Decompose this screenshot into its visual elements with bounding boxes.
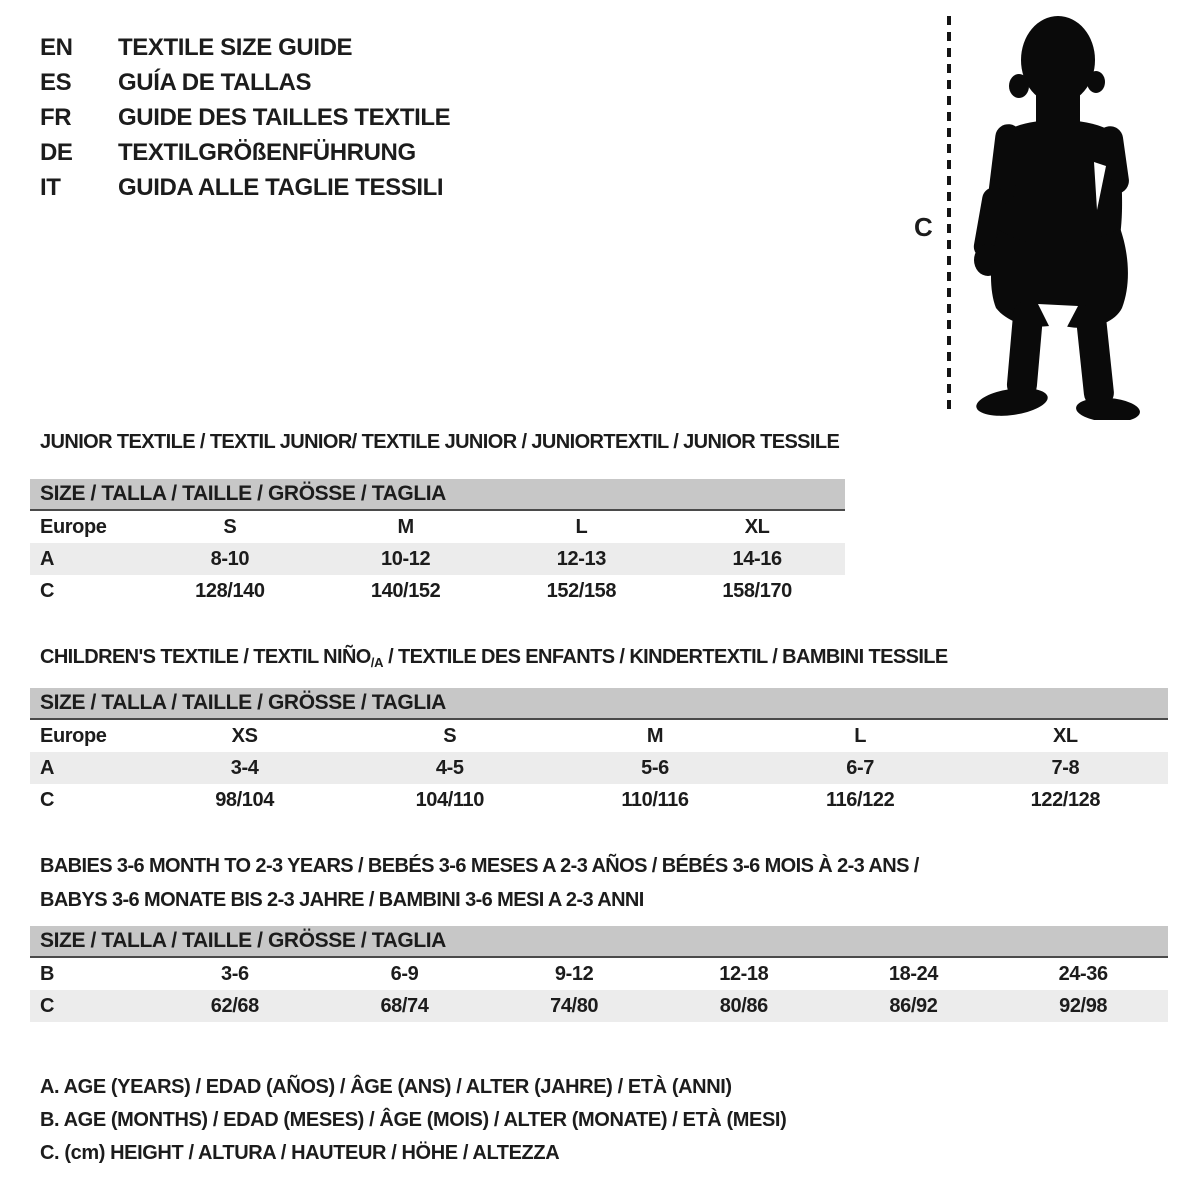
row-label: A bbox=[30, 752, 142, 784]
height-measure-line bbox=[947, 16, 951, 416]
language-title-list bbox=[40, 30, 450, 205]
size-header: SIZE / TALLA / TAILLE / GRÖSSE / TAGLIA bbox=[30, 479, 845, 510]
size-cell: 92/98 bbox=[998, 990, 1168, 1022]
size-cell: XL bbox=[744, 515, 770, 538]
size-cell: 140/152 bbox=[370, 579, 441, 602]
babies-section-title bbox=[40, 849, 919, 917]
height-measure-label: C bbox=[914, 212, 933, 242]
size-cell: 152/158 bbox=[546, 579, 617, 602]
language-title: GUÍA DE TALLAS bbox=[118, 69, 312, 96]
children-title-subscript: /A bbox=[370, 655, 384, 670]
language-title: GUIDA ALLE TAGLIE TESSILI bbox=[118, 174, 444, 201]
table-row bbox=[30, 575, 845, 607]
language-row bbox=[40, 30, 450, 65]
language-title: TEXTILGRÖßENFÜHRUNG bbox=[118, 139, 416, 166]
size-cell: L bbox=[575, 515, 588, 538]
junior-size-table bbox=[30, 479, 845, 607]
row-label: Europe bbox=[40, 724, 107, 747]
language-code: ES bbox=[40, 69, 72, 96]
size-cell: 116/122 bbox=[825, 788, 895, 811]
language-title: TEXTILE SIZE GUIDE bbox=[118, 34, 353, 61]
legend-line-c: C. (cm) HEIGHT / ALTURA / HAUTEUR / HÖHE / ALTEZZA bbox=[40, 1142, 560, 1164]
table-row bbox=[30, 784, 1168, 816]
language-code: IT bbox=[40, 174, 61, 201]
table-row bbox=[30, 510, 845, 543]
language-code: EN bbox=[40, 34, 73, 61]
size-cell: 6-9 bbox=[390, 962, 419, 985]
language-row bbox=[40, 65, 450, 100]
table-row bbox=[30, 752, 1168, 784]
language-title: GUIDE DES TAILLES TEXTILE bbox=[118, 104, 451, 131]
size-cell: 80/86 bbox=[659, 990, 829, 1022]
size-cell: 3-6 bbox=[220, 962, 249, 985]
size-cell: 12-13 bbox=[494, 543, 670, 575]
size-cell: 122/128 bbox=[1030, 788, 1101, 811]
size-cell: 4-5 bbox=[347, 752, 552, 784]
babies-title-line1: BABIES 3-6 MONTH TO 2-3 YEARS / BEBÉS 3-6 MESES A 2-3 AÑOS / BÉBÉS 3-6 MOIS À 2-3 ANS / bbox=[40, 855, 919, 877]
size-cell: 24-36 bbox=[1058, 962, 1108, 985]
legend-line-a: A. AGE (YEARS) / EDAD (AÑOS) / ÂGE (ANS) / ALTER (JAHRE) / ETÀ (ANNI) bbox=[40, 1076, 732, 1098]
legend-line-b: B. AGE (MONTHS) / EDAD (MESES) / ÂGE (MOIS) / ALTER (MONATE) / ETÀ (MESI) bbox=[40, 1109, 787, 1131]
toddler-silhouette-icon bbox=[966, 12, 1144, 420]
table-row bbox=[30, 719, 1168, 752]
size-cell: XS bbox=[231, 724, 258, 747]
size-cell: 86/92 bbox=[829, 990, 999, 1022]
size-cell: S bbox=[443, 724, 457, 747]
language-row bbox=[40, 100, 450, 135]
language-code: DE bbox=[40, 139, 73, 166]
size-cell: 3-4 bbox=[142, 752, 347, 784]
size-header: SIZE / TALLA / TAILLE / GRÖSSE / TAGLIA bbox=[30, 688, 1168, 719]
row-label: C bbox=[30, 990, 150, 1022]
size-cell: 74/80 bbox=[489, 990, 659, 1022]
size-cell: S bbox=[223, 515, 237, 538]
children-title-prefix: CHILDREN'S TEXTILE / TEXTIL NIÑO bbox=[40, 646, 371, 668]
children-title-suffix: / TEXTILE DES ENFANTS / KINDERTEXTIL / BAMBINI TESSILE bbox=[383, 646, 948, 668]
size-cell: 158/170 bbox=[722, 579, 792, 602]
children-section-title bbox=[40, 646, 948, 670]
babies-size-table bbox=[30, 926, 1168, 1022]
table-row bbox=[30, 957, 1168, 990]
size-cell: 9-12 bbox=[554, 962, 594, 985]
size-cell: 62/68 bbox=[150, 990, 320, 1022]
row-label: C bbox=[40, 788, 55, 811]
row-label: A bbox=[30, 543, 142, 575]
children-size-table bbox=[30, 688, 1168, 816]
size-cell: 104/110 bbox=[415, 788, 484, 811]
size-cell: 14-16 bbox=[669, 543, 845, 575]
row-label: C bbox=[40, 579, 55, 602]
legend bbox=[40, 1071, 786, 1170]
size-cell: 18-24 bbox=[888, 962, 939, 985]
size-cell: M bbox=[646, 724, 664, 747]
size-cell: 10-12 bbox=[318, 543, 494, 575]
size-cell: 8-10 bbox=[142, 543, 318, 575]
language-row bbox=[40, 170, 450, 205]
language-row bbox=[40, 135, 450, 170]
table-row bbox=[30, 543, 845, 575]
size-cell: 5-6 bbox=[552, 752, 757, 784]
size-cell: 6-7 bbox=[758, 752, 963, 784]
size-header: SIZE / TALLA / TAILLE / GRÖSSE / TAGLIA bbox=[30, 926, 1168, 957]
size-cell: XL bbox=[1052, 724, 1078, 747]
row-label: Europe bbox=[40, 515, 107, 538]
size-cell: 12-18 bbox=[719, 962, 769, 985]
language-code: FR bbox=[40, 104, 72, 131]
junior-section-title: JUNIOR TEXTILE / TEXTIL JUNIOR/ TEXTILE JUNIOR / JUNIORTEXTIL / JUNIOR TESSILE bbox=[40, 431, 840, 453]
size-cell: 98/104 bbox=[215, 788, 274, 811]
size-cell: M bbox=[397, 515, 414, 538]
size-cell: 128/140 bbox=[195, 579, 265, 602]
table-row bbox=[30, 990, 1168, 1022]
size-cell: 110/116 bbox=[621, 788, 689, 811]
row-label: B bbox=[40, 962, 55, 985]
babies-title-line2: BABYS 3-6 MONATE BIS 2-3 JAHRE / BAMBINI 3-6 MESI A 2-3 ANNI bbox=[40, 889, 644, 911]
size-cell: 68/74 bbox=[320, 990, 490, 1022]
size-cell: 7-8 bbox=[963, 752, 1168, 784]
size-cell: L bbox=[854, 724, 867, 747]
